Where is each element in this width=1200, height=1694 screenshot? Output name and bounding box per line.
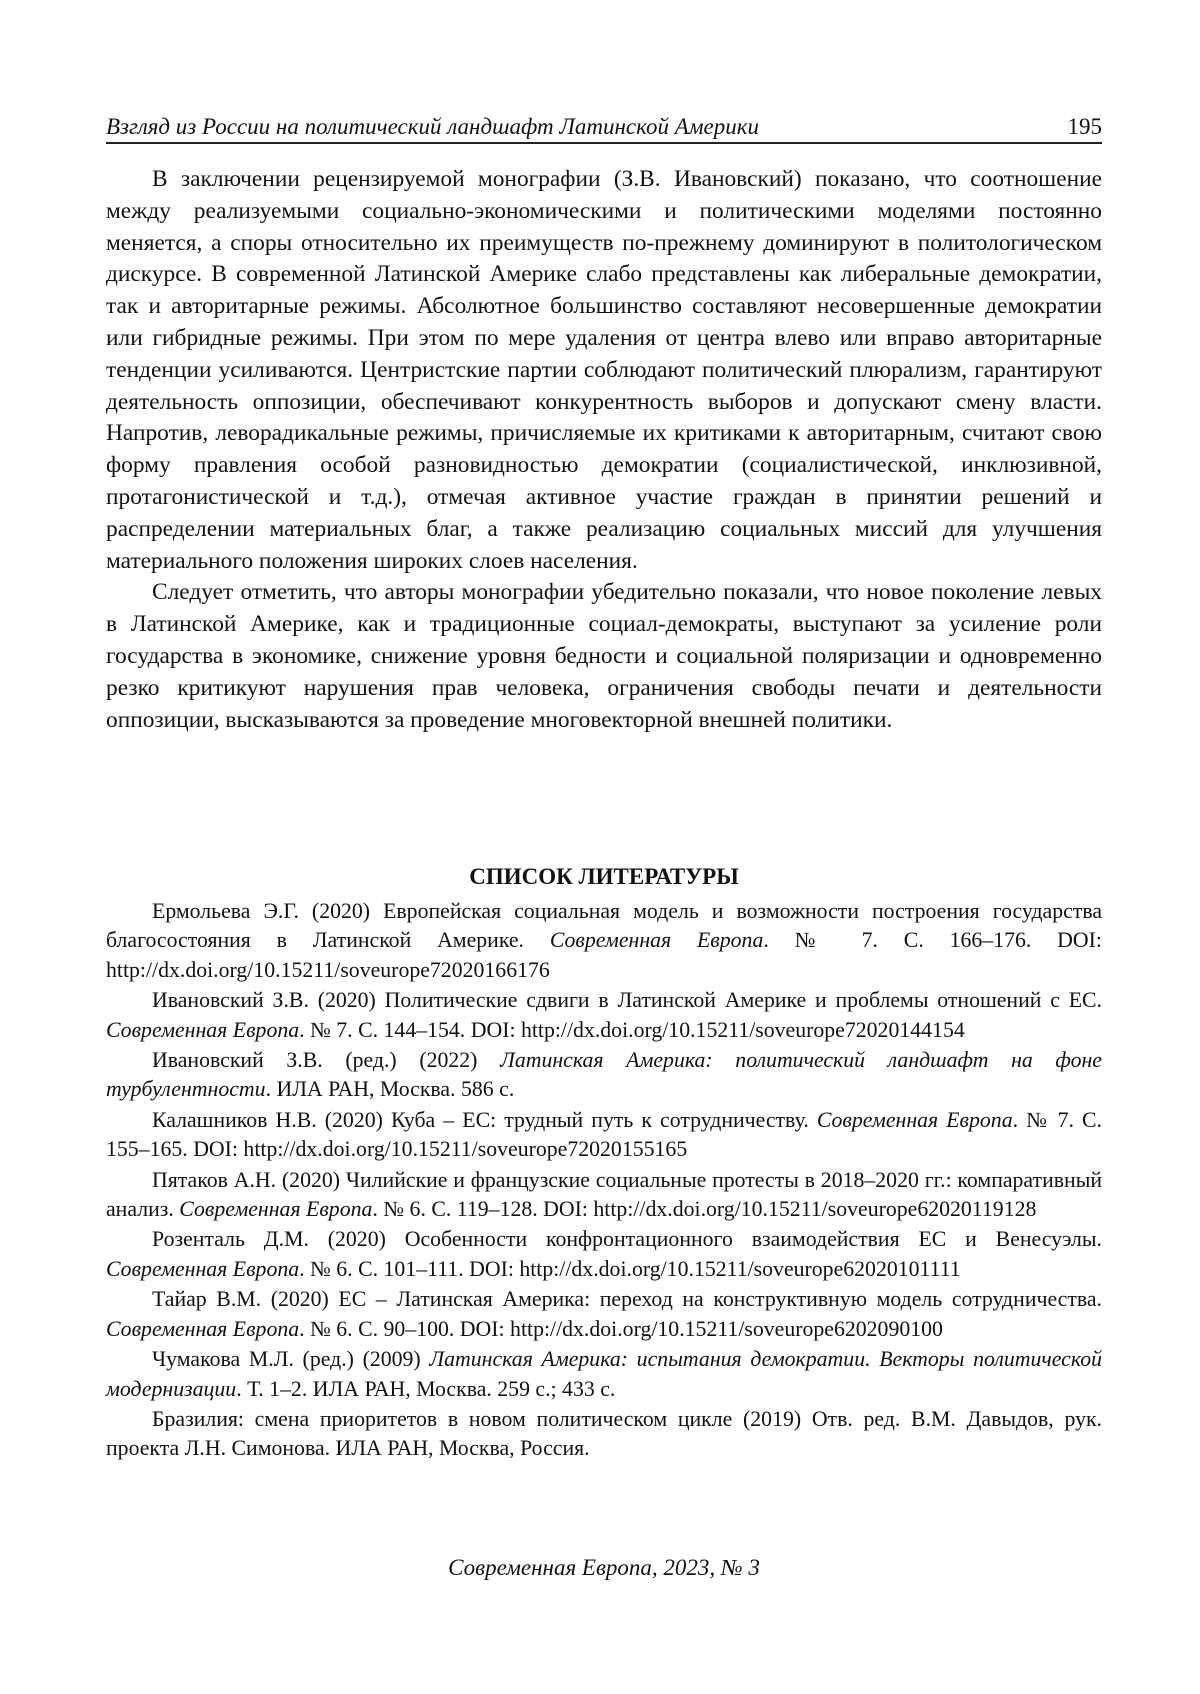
reference-item	[106, 1225, 1102, 1284]
reference-item	[106, 1285, 1102, 1344]
reference-item	[106, 1405, 1102, 1464]
reference-text: Тайар В.М. (2020) ЕС – Латинская Америка: переход на конструктивную модель сотрудничества.	[152, 1287, 1102, 1312]
reference-details: . ИЛА РАН, Москва. 586 с.	[265, 1077, 515, 1102]
article-body	[106, 164, 1102, 736]
body-paragraph: В заключении рецензируемой монографии (З.В. Ивановский) показано, что соотношение между реализуемыми социально-экономическими и политическими моделями постоянно меняется, а споры относительно их преимуществ по-прежнему доминируют в политологическом дискурсе. В современной Латинской Америке слабо представлены как либеральные демократии, так и авторитарные режимы. Абсолютное большинство составляют несовершенные демократии или гибридные режимы. При этом по мере удаления от центра влево или вправо авторитарные тенденции усиливаются. Центристские партии соблюдают политический плюрализм, гарантируют деятельность оппозиции, обеспечивают конкурентность выборов и допускают смену власти. Напротив, леворадикальные режимы, причисляемые их критиками к авторитарным, считают свою форму правления особой разновидностью демократии (социалистической, инклюзивной, протагонистической и т.д.), отмечая активное участие граждан в принятии решений и распределении материальных благ, а также реализацию социальных миссий для улучшения материального положения широких слоев населения.	[106, 166, 1102, 574]
reference-details: . № 7. С. 155–165. DOI: http://dx.doi.org/10.15211/soveurope72020155165	[106, 1107, 1103, 1162]
reference-source: Современная Европа	[106, 1256, 300, 1281]
reference-details: . № 6. С. 90–100. DOI: http://dx.doi.org/10.15211/soveurope6202090100	[299, 1316, 943, 1341]
reference-text: Калашников Н.В. (2020) Куба – ЕС: трудный путь к сотрудничеству.	[152, 1107, 817, 1132]
references-list	[106, 897, 1102, 1465]
reference-source: Современная Европа	[106, 1316, 300, 1341]
running-header	[106, 100, 1102, 144]
references-heading: СПИСОК ЛИТЕРАТУРЫ	[469, 864, 739, 889]
reference-source: Латинская Америка: политический ландшафт на фоне турбулентности	[106, 1048, 1102, 1102]
reference-item	[106, 986, 1102, 1045]
reference-item	[106, 1106, 1102, 1165]
reference-text: Розенталь Д.М. (2020) Особенности конфронтационного взаимодействия ЕС и Венесуэлы.	[152, 1227, 1102, 1252]
reference-details: . № 6. С. 101–111. DOI: http://dx.doi.org/10.15211/soveurope62020101111	[299, 1256, 961, 1281]
reference-text: Пятаков А.Н. (2020) Чилийские и французские социальные протесты в 2018–2020 гг.: компаративный анализ.	[106, 1167, 1102, 1222]
reference-text: Бразилия: смена приоритетов в новом политическом цикле (2019) Отв. ред. В.М. Давыдов, рук. проекта Л.Н. Симонова. ИЛА РАН, Москва, Россия.	[106, 1406, 1102, 1461]
journal-footer: Современная Европа, 2023, № 3	[448, 1555, 760, 1580]
reference-item	[106, 1345, 1102, 1404]
reference-source: Латинская Америка: испытания демократии. Векторы политической модернизации	[106, 1347, 1102, 1401]
reference-details: . Т. 1–2. ИЛА РАН, Москва. 259 с.; 433 с.	[236, 1376, 616, 1401]
reference-item	[106, 1166, 1102, 1225]
reference-source: Современная Европа	[106, 1017, 300, 1042]
reference-details: . № 6. С. 119–128. DOI: http://dx.doi.org/10.15211/soveurope62020119128	[372, 1197, 1037, 1222]
reference-text: Ермольева Э.Г. (2020) Европейская социальная модель и возможности построения государства благосостояния в Латинской Америке.	[106, 899, 1102, 953]
body-paragraph: Следует отметить, что авторы монографии убедительно показали, что новое поколение левых в Латинской Америке, как и традиционные социал-демократы, выступают за усиление роли государства в экономике, снижение уровня бедности и социальной поляризации и одновременно резко критикуют нарушения прав человека, ограничения свободы печати и деятельности оппозиции, высказываются за проведение многовекторной внешней политики.	[106, 579, 1102, 733]
reference-source: Современная Европа	[816, 1107, 1013, 1132]
reference-source: Современная Европа	[179, 1197, 373, 1222]
reference-details: . № 7. С. 144–154. DOI: http://dx.doi.org/10.15211/soveurope72020144154	[299, 1017, 965, 1042]
reference-details: . № 7. С. 166–176. DOI: http://dx.doi.org/10.15211/soveurope72020166176	[106, 928, 1102, 982]
reference-item	[106, 1046, 1102, 1105]
reference-source: Современная Европа	[549, 928, 764, 953]
page-number: 195	[1067, 114, 1102, 139]
reference-item	[106, 897, 1102, 985]
reference-text: Чумакова М.Л. (ред.) (2009)	[152, 1347, 430, 1372]
reference-text: Ивановский З.В. (ред.) (2022)	[152, 1048, 501, 1073]
running-title: Взгляд из России на политический ландшафт Латинской Америки	[106, 114, 759, 139]
reference-text: Ивановский З.В. (2020) Политические сдвиги в Латинской Америке и проблемы отношений с ЕС.	[152, 988, 1102, 1013]
